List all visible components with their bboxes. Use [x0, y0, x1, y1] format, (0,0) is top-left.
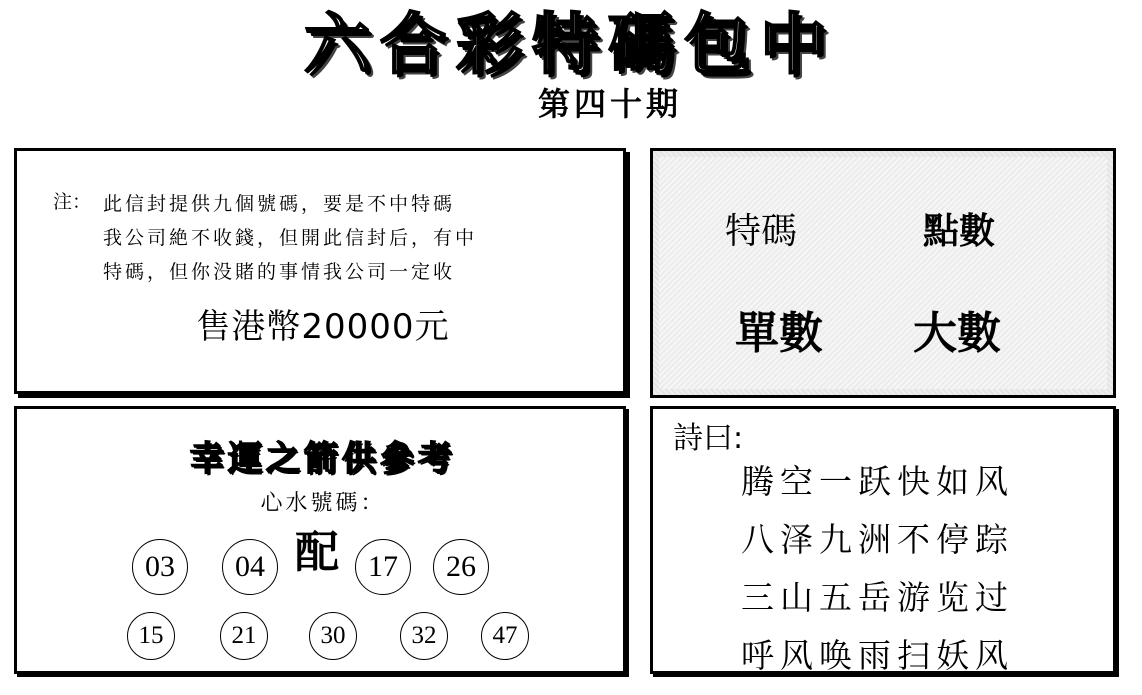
number-ball: 17	[355, 539, 411, 595]
poem-line: 呼风唤雨扫妖风	[741, 636, 1014, 675]
number-ball: 32	[400, 612, 448, 660]
lucky-subtitle: 心水號碼：	[260, 491, 386, 516]
poem-line: 三山五岳游览过	[741, 578, 1014, 617]
lucky-title: 幸運之箭供參考	[190, 439, 456, 479]
number-ball: 47	[481, 612, 529, 660]
stat-odd: 單數	[735, 308, 823, 359]
number-ball: 21	[220, 612, 268, 660]
stat-points: 點數	[923, 210, 996, 252]
poem-text	[741, 453, 1014, 685]
poem-line: 腾空一跃快如风	[741, 462, 1014, 501]
number-ball: 15	[127, 612, 175, 660]
note-panel	[14, 148, 626, 394]
poem-title: 詩曰:	[673, 421, 744, 456]
stat-special-number: 特碼	[725, 211, 798, 252]
note-line: 此信封提供九個號碼，要是不中特碼	[103, 193, 456, 215]
number-ball: 03	[132, 539, 188, 595]
number-ball: 30	[309, 612, 357, 660]
note-text	[103, 187, 477, 289]
note-line: 我公司絶不收錢，但開此信封后，有中	[103, 227, 478, 249]
price-label: 售港幣20000元	[196, 307, 450, 347]
stats-panel	[650, 148, 1116, 398]
number-ball: 26	[433, 539, 489, 595]
main-title: 六合彩特碼包中	[304, 5, 836, 83]
stats-inner	[659, 157, 1107, 389]
poem-line: 八泽九洲不停踪	[741, 520, 1014, 559]
lucky-panel	[14, 406, 626, 674]
note-prefix: 注：	[53, 191, 92, 213]
poem-panel	[650, 406, 1116, 674]
note-line: 特碼，但你没賭的事情我公司一定收	[103, 261, 456, 283]
number-ball: 04	[222, 539, 278, 595]
issue-number: 第四十期	[537, 85, 682, 123]
pair-label: 配	[295, 527, 339, 578]
stat-big: 大數	[913, 308, 1001, 359]
